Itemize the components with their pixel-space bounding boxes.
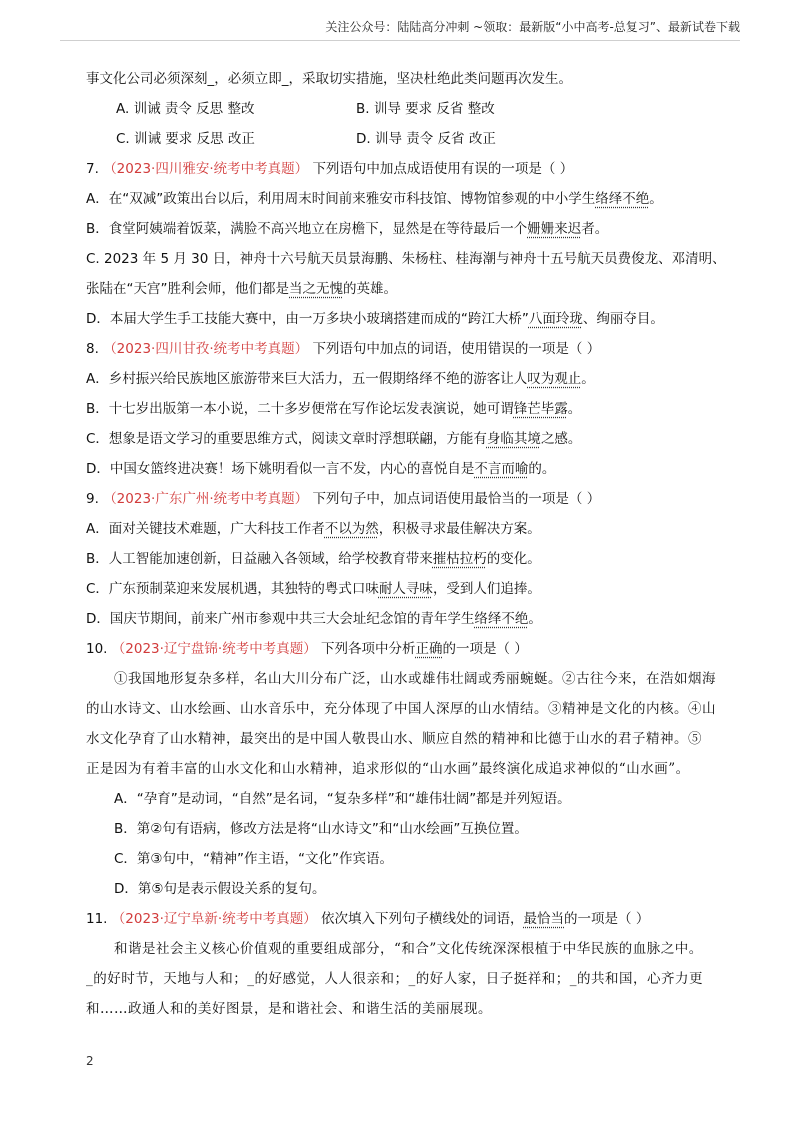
q7-option-c-line1 bbox=[86, 244, 736, 274]
q11-passage-line-1: 和谐是社会主义核心价值观的重要组成部分，“和合”文化传统深深根植于中华民族的血脉之中。 bbox=[114, 941, 703, 957]
q11-passage-line-2: _的好时节，天地与人和；_的好感觉，人人很亲和；_的好人家，日子挺祥和；_的共和国，心齐力更 bbox=[86, 971, 703, 987]
q7-number: 7. bbox=[86, 161, 99, 177]
q7-stem bbox=[86, 154, 736, 184]
q8-d-text: D．中国女篮终进决赛！场下姚明看似一言不发，内心的喜悦自是 bbox=[86, 461, 475, 477]
q8-d-dotted: 不言而喻 bbox=[474, 461, 529, 477]
q9-number: 9. bbox=[86, 491, 99, 507]
q9-d-dotted: 络绎不绝 bbox=[474, 611, 529, 627]
q7-a-text: A．在“双减”政策出台以后，利用周末时间前来雅安市科技馆、博物馆参观的中小学生 bbox=[86, 191, 596, 207]
q9-d-text: D．国庆节期间，前来广州市参观中共三大会址纪念馆的青年学生 bbox=[86, 611, 475, 627]
q8-d-end: 的。 bbox=[528, 461, 556, 477]
q9-stem bbox=[86, 484, 736, 514]
q7-d-dotted: 八面玲珑 bbox=[528, 311, 583, 327]
q9-option-d bbox=[86, 604, 736, 634]
q6-option-a: A. 训诫 责令 反思 整改 bbox=[116, 101, 255, 117]
q10-passage-line-3: 水文化孕育了山水精神，最突出的是中国人敬畏山水、顺应自然的精神和比德于山水的君子精神。⑤ bbox=[86, 731, 702, 747]
q10-option-d: D．第⑤句是表示假设关系的复句。 bbox=[114, 881, 326, 897]
q8-option-d bbox=[86, 454, 736, 484]
q10-stem bbox=[86, 634, 736, 664]
q9-b-dotted: 摧枯拉朽 bbox=[432, 551, 487, 567]
q8-option-c bbox=[86, 424, 736, 454]
q10-option-c: C．第③句中，“精神”作主语，“文化”作宾语。 bbox=[114, 851, 394, 867]
q8-b-text: B．十七岁出版第一本小说，二十多岁便常在写作论坛发表演说，她可谓 bbox=[86, 401, 514, 417]
q8-a-dotted: 叹为观止 bbox=[527, 371, 582, 387]
q8-c-text: C．想象是语文学习的重要思维方式，阅读文章时浮想联翩，方能有 bbox=[86, 431, 487, 447]
q9-c-end: ，受到人们追捧。 bbox=[432, 581, 541, 597]
q8-b-dotted: 锋芒毕露 bbox=[513, 401, 568, 417]
q7-c-end: 的英雄。 bbox=[343, 281, 397, 297]
q8-b-end: 。 bbox=[567, 401, 582, 417]
page-header: 关注公众号：陆陆高分冲刺 ~领取：最新版“小中高考-总复习”、最新试卷下载 bbox=[325, 20, 740, 34]
q9-option-b bbox=[86, 544, 736, 574]
q8-source: （2023·四川甘孜·统考中考真题） bbox=[103, 341, 309, 357]
q7-d-end: 、绚丽夺目。 bbox=[582, 311, 664, 327]
q11-number: 11. bbox=[86, 911, 108, 927]
q9-option-a bbox=[86, 514, 736, 544]
q10-option-a: A．“孕育”是动词，“自然”是名词，“复杂多样”和“雄伟壮阔”都是并列短语。 bbox=[114, 791, 571, 807]
q8-a-end: 。 bbox=[581, 371, 595, 387]
q9-b-end: 的变化。 bbox=[486, 551, 541, 567]
q7-c-text: C. 2023 年 5 月 30 日，神舟十六号航天员景海鹏、朱杨柱、桂海潮与神舟十五号航天员费俊龙、邓清明、 bbox=[86, 251, 726, 267]
q8-number: 8. bbox=[86, 341, 99, 357]
q9-d-end: 。 bbox=[528, 611, 542, 627]
intro-line: 事文化公司必须深刻_，必须立即_，采取切实措施，坚决杜绝此类问题再次发生。 bbox=[86, 71, 572, 87]
q11-question-end: 的一项是（ ） bbox=[564, 911, 650, 927]
q7-option-b bbox=[86, 214, 736, 244]
q8-c-dotted: 身临其境 bbox=[486, 431, 541, 447]
q6-option-d: D. 训导 责令 反省 改正 bbox=[356, 131, 496, 147]
q8-a-text: A．乡村振兴给民族地区旅游带来巨大活力，五一假期络绎不绝的游客让人 bbox=[86, 371, 528, 387]
q7-d-text: D．本届大学生手工技能大赛中，由一万多块小玻璃搭建而成的“跨江大桥” bbox=[86, 311, 529, 327]
q11-question-dotted: 最恰当 bbox=[523, 911, 565, 927]
q8-option-a bbox=[86, 364, 736, 394]
q9-question: 下列句子中，加点词语使用最恰当的一项是（ ） bbox=[312, 491, 601, 507]
q10-passage-line-2: 的山水诗文、山水绘画、山水音乐中，充分体现了中国人深厚的山水情结。③精神是文化的内核。④山 bbox=[86, 701, 716, 717]
q7-c2-text: 张陆在“天宫”胜利会师，他们都是 bbox=[86, 281, 289, 297]
q9-source: （2023·广东广州·统考中考真题） bbox=[103, 491, 309, 507]
q10-passage-line-1: ①我国地形复杂多样，名山大川分布广泛，山水或雄伟壮阔或秀丽蜿蜒。②古往今来，在浩如烟海 bbox=[114, 671, 716, 687]
q7-c-dotted: 当之无愧 bbox=[289, 281, 343, 297]
q11-stem bbox=[86, 904, 736, 934]
q7-option-d bbox=[86, 304, 736, 334]
q9-a-end: ，积极寻求最佳解决方案。 bbox=[378, 521, 541, 537]
q8-question: 下列语句中加点的词语，使用错误的一项是（ ） bbox=[312, 341, 601, 357]
q7-b-end: 者。 bbox=[581, 221, 609, 237]
q9-c-text: C．广东预制菜迎来发展机遇，其独特的粤式口味 bbox=[86, 581, 379, 597]
q11-passage-line-3: 和……政通人和的美好图景，是和谐社会、和谐生活的美丽展现。 bbox=[86, 1001, 492, 1017]
q10-question-end: 的一项是（ ） bbox=[442, 641, 528, 657]
q11-question: 依次填入下列句子横线处的词语， bbox=[321, 911, 524, 927]
q7-option-a bbox=[86, 184, 736, 214]
q7-source: （2023·四川雅安·统考中考真题） bbox=[103, 161, 309, 177]
q10-passage-line-4: 正是因为有着丰富的山水文化和山水精神，追求形似的“山水画”最终演化成追求神似的“山水画”。 bbox=[86, 761, 690, 777]
q7-question: 下列语句中加点成语使用有误的一项是（ ） bbox=[312, 161, 574, 177]
q6-option-c: C. 训诫 要求 反思 改正 bbox=[116, 131, 255, 147]
q10-question-dotted: 正确 bbox=[415, 641, 443, 657]
document-body bbox=[86, 64, 736, 1024]
page-number: 2 bbox=[86, 1054, 94, 1068]
q7-b-dotted: 姗姗来迟 bbox=[527, 221, 582, 237]
q6-options-row-2 bbox=[86, 124, 736, 154]
q10-number: 10. bbox=[86, 641, 108, 657]
q9-a-text: A．面对关键技术难题，广大科技工作者 bbox=[86, 521, 325, 537]
q7-b-text: B．食堂阿姨端着饭菜，满脸不高兴地立在房檐下，显然是在等待最后一个 bbox=[86, 221, 528, 237]
q8-c-end: 之感。 bbox=[540, 431, 582, 447]
q7-a-dotted: 络绎不绝 bbox=[595, 191, 650, 207]
q7-option-c-line2 bbox=[86, 274, 736, 304]
q6-options-row-1 bbox=[86, 94, 736, 124]
q10-question: 下列各项中分析 bbox=[321, 641, 416, 657]
q9-option-c bbox=[86, 574, 736, 604]
q10-option-b: B．第②句有语病，修改方法是将“山水诗文”和“山水绘画”互换位置。 bbox=[114, 821, 528, 837]
q9-a-dotted: 不以为然 bbox=[324, 521, 379, 537]
q9-c-dotted: 耐人寻味 bbox=[378, 581, 433, 597]
q8-option-b bbox=[86, 394, 736, 424]
header-divider bbox=[60, 40, 740, 41]
q11-source: （2023·辽宁阜新·统考中考真题） bbox=[111, 911, 317, 927]
q6-option-b: B. 训导 要求 反省 整改 bbox=[356, 101, 495, 117]
q7-a-end: 。 bbox=[649, 191, 663, 207]
q10-source: （2023·辽宁盘锦·统考中考真题） bbox=[111, 641, 317, 657]
q9-b-text: B．人工智能加速创新，日益融入各领域，给学校教育带来 bbox=[86, 551, 433, 567]
q8-stem bbox=[86, 334, 736, 364]
